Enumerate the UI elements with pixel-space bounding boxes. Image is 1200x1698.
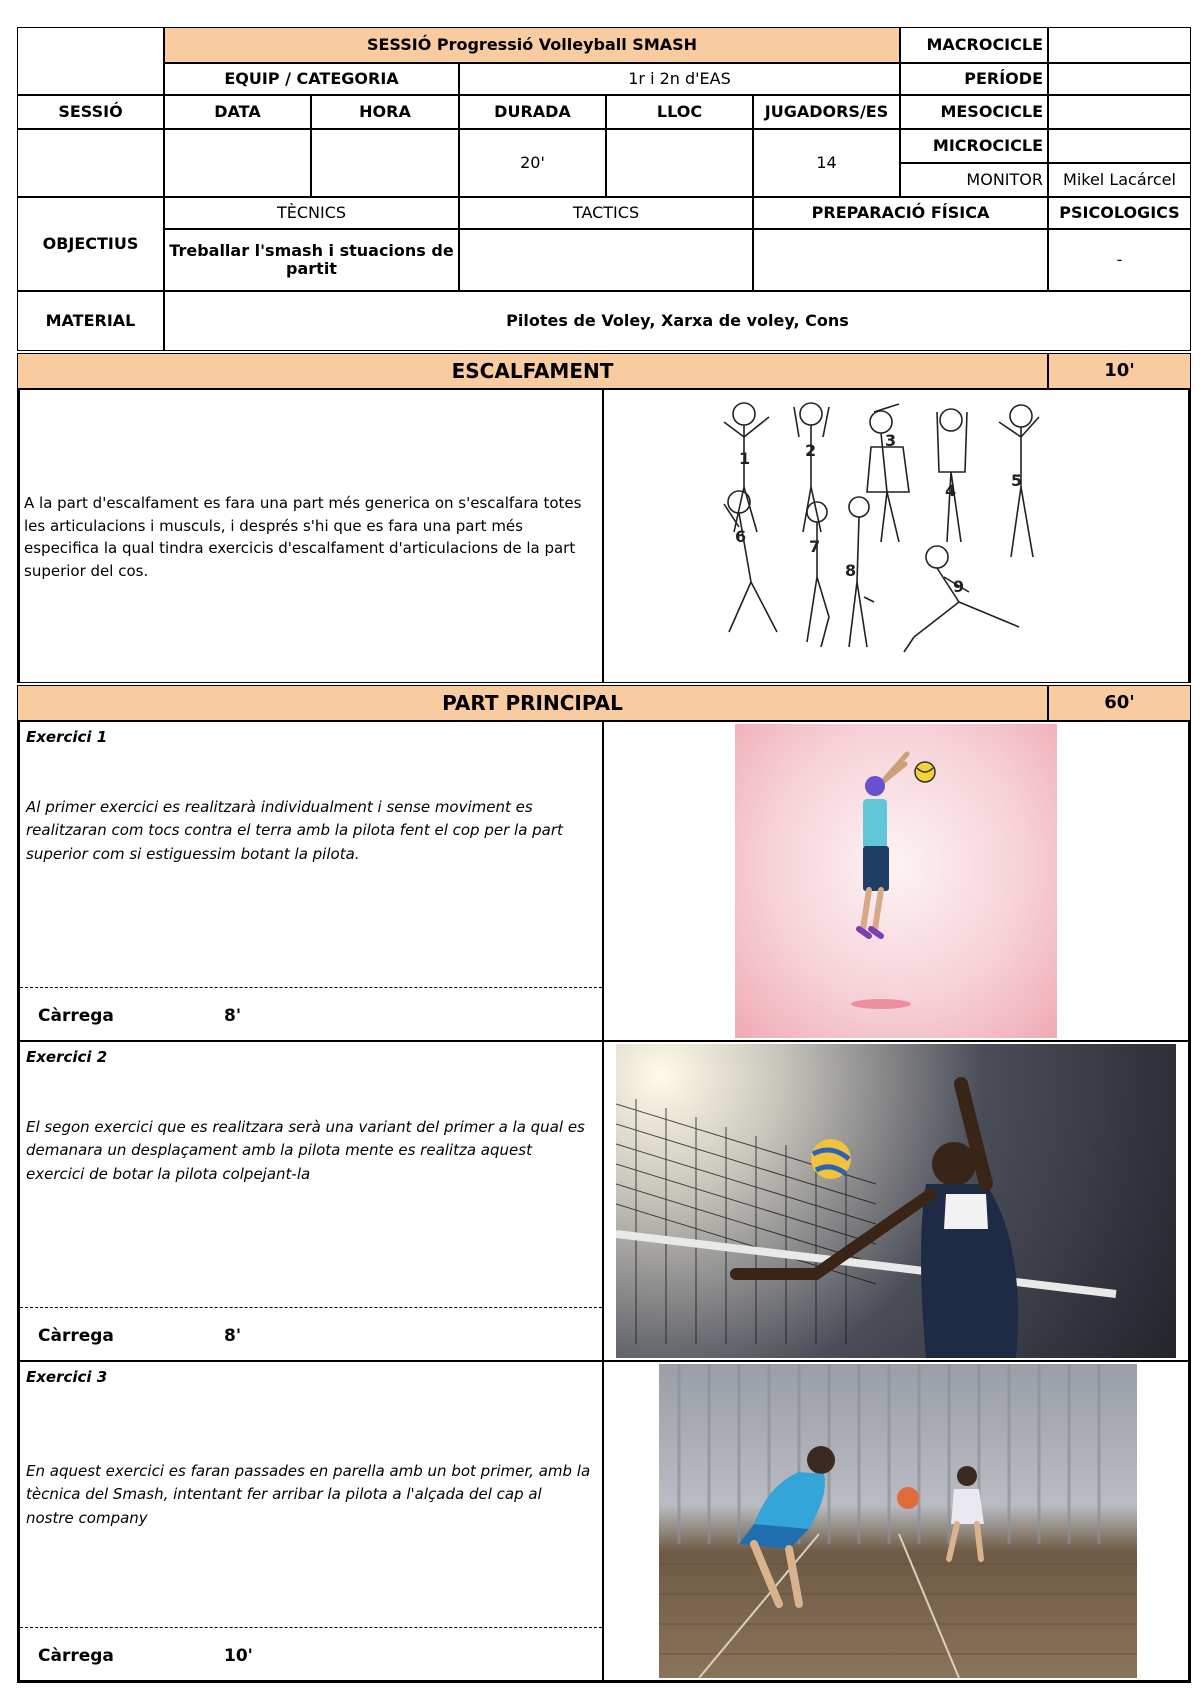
exercise-1-carrega-label: Càrrega bbox=[38, 1006, 114, 1026]
figure-number-2: 2 bbox=[805, 441, 817, 460]
passing-practice-photo bbox=[659, 1364, 1137, 1678]
volleyball-spike-photo bbox=[616, 1044, 1176, 1358]
exercise-1-carrega-value: 8' bbox=[224, 1006, 242, 1026]
microcicle-label: MICROCICLE bbox=[900, 129, 1048, 163]
exercise-2-title: Exercici 2 bbox=[26, 1048, 108, 1066]
jugadors-value: 14 bbox=[753, 129, 900, 197]
data-label: DATA bbox=[164, 95, 311, 129]
exercise-3-image-cell bbox=[603, 1361, 1191, 1683]
hora-value[interactable] bbox=[311, 129, 459, 197]
exercise-2-image-cell bbox=[603, 1041, 1191, 1361]
exercise-1-image-cell bbox=[603, 721, 1191, 1041]
figure-number-5: 5 bbox=[1011, 471, 1023, 490]
figure-number-8: 8 bbox=[845, 561, 857, 580]
blank-corner-cell bbox=[17, 27, 164, 95]
psicologics-value: - bbox=[1048, 229, 1191, 291]
equip-value: 1r i 2n d'EAS bbox=[459, 63, 900, 95]
exercise-1-divider bbox=[20, 987, 602, 988]
figure-number-1: 1 bbox=[739, 449, 751, 468]
exercise-1-description: Al primer exercici es realitzarà individualment i sense moviment es realitzaran com tocs contra el terra amb la pilota fent el cop per la part superior com si estiguessim botant la pilota. bbox=[26, 798, 563, 863]
hora-label: HORA bbox=[311, 95, 459, 129]
escalfament-image-cell bbox=[603, 389, 1191, 683]
exercise-2-carrega-label: Càrrega bbox=[38, 1326, 114, 1346]
part-principal-time: 60' bbox=[1048, 685, 1191, 721]
durada-value: 20' bbox=[459, 129, 606, 197]
material-label: MATERIAL bbox=[17, 291, 164, 351]
lloc-value[interactable] bbox=[606, 129, 753, 197]
monitor-value: Mikel Lacárcel bbox=[1048, 163, 1191, 197]
mesocicle-label: MESOCICLE bbox=[900, 95, 1048, 129]
jugadors-label: JUGADORS/ES bbox=[753, 95, 900, 129]
macrocicle-value[interactable] bbox=[1048, 27, 1191, 63]
lloc-label: LLOC bbox=[606, 95, 753, 129]
figure-number-4: 4 bbox=[945, 481, 957, 500]
objectius-label: OBJECTIUS bbox=[17, 197, 164, 291]
exercise-3-title: Exercici 3 bbox=[26, 1368, 108, 1386]
tecnics-label: TÈCNICS bbox=[164, 197, 459, 229]
psicologics-label: PSICOLOGICS bbox=[1048, 197, 1191, 229]
part-principal-title: PART PRINCIPAL bbox=[17, 685, 1048, 721]
data-value[interactable] bbox=[164, 129, 311, 197]
figure-number-3: 3 bbox=[885, 431, 897, 450]
figure-number-9: 9 bbox=[953, 577, 965, 596]
exercise-3-text-cell bbox=[17, 1361, 603, 1683]
preparacio-value[interactable] bbox=[753, 229, 1048, 291]
tactics-value[interactable] bbox=[459, 229, 753, 291]
jumping-player-illustration bbox=[735, 724, 1057, 1038]
macrocicle-label: MACROCICLE bbox=[900, 27, 1048, 63]
periode-label: PERÍODE bbox=[900, 63, 1048, 95]
tecnics-value: Treballar l'smash i stuacions de partit bbox=[164, 229, 459, 291]
monitor-label: MONITOR bbox=[900, 163, 1048, 197]
sessio-label: SESSIÓ bbox=[17, 95, 164, 129]
exercise-3-carrega-label: Càrrega bbox=[38, 1646, 114, 1666]
escalfament-text-cell bbox=[17, 389, 603, 683]
escalfament-time: 10' bbox=[1048, 353, 1191, 389]
equip-label: EQUIP / CATEGORIA bbox=[164, 63, 459, 95]
exercise-1-text-cell bbox=[17, 721, 603, 1041]
microcicle-value[interactable] bbox=[1048, 129, 1191, 163]
exercise-2-divider bbox=[20, 1307, 602, 1308]
escalfament-description: A la part d'escalfament es fara una part més generica on s'escalfara totes les articulacions i musculs, i després s'hi que es fara una part més especifica la qual tindra exercicis d'escalfament d'articulacions de la part superior del cos. bbox=[24, 494, 582, 580]
exercise-2-carrega-value: 8' bbox=[224, 1326, 242, 1346]
mesocicle-value[interactable] bbox=[1048, 95, 1191, 129]
exercise-3-carrega-value: 10' bbox=[224, 1646, 253, 1666]
figure-number-7: 7 bbox=[809, 537, 821, 556]
periode-value[interactable] bbox=[1048, 63, 1191, 95]
exercise-2-description: El segon exercici que es realitzara serà una variant del primer a la qual es demanara un desplaçament amb la pilota mente es realitza aquest exercici de botar la pilota colpejant-la bbox=[26, 1118, 585, 1183]
material-value: Pilotes de Voley, Xarxa de voley, Cons bbox=[164, 291, 1191, 351]
exercise-3-description: En aquest exercici es faran passades en parella amb un bot primer, amb la tècnica del Smash, intentant fer arribar la pilota a l'alçada del cap al nostre company bbox=[26, 1462, 591, 1527]
figure-number-6: 6 bbox=[735, 527, 747, 546]
stretching-exercises-illustration bbox=[699, 392, 1099, 680]
durada-label: DURADA bbox=[459, 95, 606, 129]
exercise-2-text-cell bbox=[17, 1041, 603, 1361]
sessio-value[interactable] bbox=[17, 129, 164, 197]
preparacio-label: PREPARACIÓ FÍSICA bbox=[753, 197, 1048, 229]
exercise-1-title: Exercici 1 bbox=[26, 728, 108, 746]
escalfament-title: ESCALFAMENT bbox=[17, 353, 1048, 389]
session-title: SESSIÓ Progressió Volleyball SMASH bbox=[164, 27, 900, 63]
exercise-3-divider bbox=[20, 1627, 602, 1628]
tactics-label: TACTICS bbox=[459, 197, 753, 229]
